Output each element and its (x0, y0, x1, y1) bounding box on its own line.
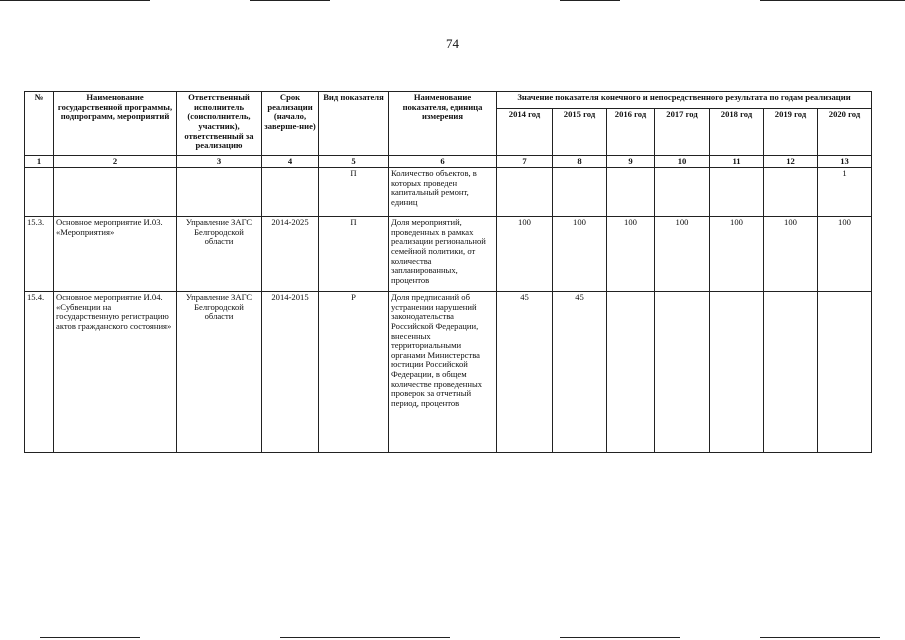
scan-line (760, 637, 880, 638)
column-number: 6 (389, 156, 497, 168)
header-executor: Ответственный исполнитель (соисполнитель, участник), ответственный за реализацию (177, 92, 262, 156)
header-type: Вид показателя (319, 92, 389, 156)
header-year: 2015 год (553, 109, 607, 156)
column-number: 2 (54, 156, 177, 168)
table-row (25, 217, 872, 292)
cell-value (607, 292, 655, 453)
scan-line (560, 0, 620, 1)
cell-name: Основное мероприятие И.04. «Субвенции на государственную регистрацию актов гражданского состояния» (54, 292, 177, 453)
column-number: 1 (25, 156, 54, 168)
header-year: 2018 год (710, 109, 764, 156)
cell-executor: Управление ЗАГС Белгородской области (177, 217, 262, 292)
cell-value: 100 (553, 217, 607, 292)
cell-value (655, 168, 710, 217)
column-number: 11 (710, 156, 764, 168)
page-number: 74 (446, 36, 459, 51)
column-number: 10 (655, 156, 710, 168)
cell-value: 1 (818, 168, 872, 217)
header-year: 2017 год (655, 109, 710, 156)
column-number: 7 (497, 156, 553, 168)
column-number-row (25, 156, 872, 168)
scan-line (0, 0, 150, 1)
header-year: 2016 год (607, 109, 655, 156)
scan-line (760, 0, 905, 1)
cell-value (764, 168, 818, 217)
cell-value (818, 292, 872, 453)
cell-value (710, 168, 764, 217)
table-row (25, 292, 872, 453)
cell-executor (177, 168, 262, 217)
cell-type: Р (319, 292, 389, 453)
cell-indicator: Доля предписаний об устранении нарушений законодательства Российской Федерации, внесенных территориальными органами Министерства юстиции Российской Федерации, в общем количестве проведенных проверок за отчетный период, процентов (389, 292, 497, 453)
scan-line (250, 0, 330, 1)
cell-value: 100 (818, 217, 872, 292)
column-number: 13 (818, 156, 872, 168)
cell-value: 100 (764, 217, 818, 292)
column-number: 4 (262, 156, 319, 168)
cell-indicator: Доля мероприятий, проведенных в рамках реализации региональной семейной политики, от количества запланированных, процентов (389, 217, 497, 292)
header-term: Срок реализации (начало, заверше-ние) (262, 92, 319, 156)
cell-term: 2014-2025 (262, 217, 319, 292)
column-number: 9 (607, 156, 655, 168)
cell-term (262, 168, 319, 217)
column-number: 12 (764, 156, 818, 168)
cell-indicator: Количество объектов, в которых проведен капитальный ремонт, единиц (389, 168, 497, 217)
cell-value: 100 (497, 217, 553, 292)
scan-line (40, 637, 140, 638)
cell-name (54, 168, 177, 217)
scan-line (560, 637, 680, 638)
column-number: 3 (177, 156, 262, 168)
cell-value: 100 (710, 217, 764, 292)
header-year: 2019 год (764, 109, 818, 156)
cell-value (764, 292, 818, 453)
cell-value (655, 292, 710, 453)
cell-no (25, 168, 54, 217)
cell-type: П (319, 168, 389, 217)
cell-type: П (319, 217, 389, 292)
header-no: № (25, 92, 54, 156)
cell-executor: Управление ЗАГС Белгородской области (177, 292, 262, 453)
header-row (25, 92, 872, 109)
cell-value: 45 (497, 292, 553, 453)
header-indicator: Наименование показателя, единица измерения (389, 92, 497, 156)
column-number: 8 (553, 156, 607, 168)
cell-value: 100 (655, 217, 710, 292)
table-row (25, 168, 872, 217)
scan-line (280, 637, 450, 638)
cell-value: 100 (607, 217, 655, 292)
header-year: 2020 год (818, 109, 872, 156)
cell-no: 15.3. (25, 217, 54, 292)
cell-value (710, 292, 764, 453)
column-number: 5 (319, 156, 389, 168)
cell-value (553, 168, 607, 217)
cell-term: 2014-2015 (262, 292, 319, 453)
cell-no: 15.4. (25, 292, 54, 453)
cell-name: Основное мероприятие И.03. «Мероприятия» (54, 217, 177, 292)
header-values-group: Значение показателя конечного и непосредственного результата по годам реализации (497, 92, 872, 109)
cell-value (497, 168, 553, 217)
header-year: 2014 год (497, 109, 553, 156)
cell-value (607, 168, 655, 217)
cell-value: 45 (553, 292, 607, 453)
results-table (24, 91, 872, 453)
header-name: Наименование государственной программы, подпрограмм, мероприятий (54, 92, 177, 156)
